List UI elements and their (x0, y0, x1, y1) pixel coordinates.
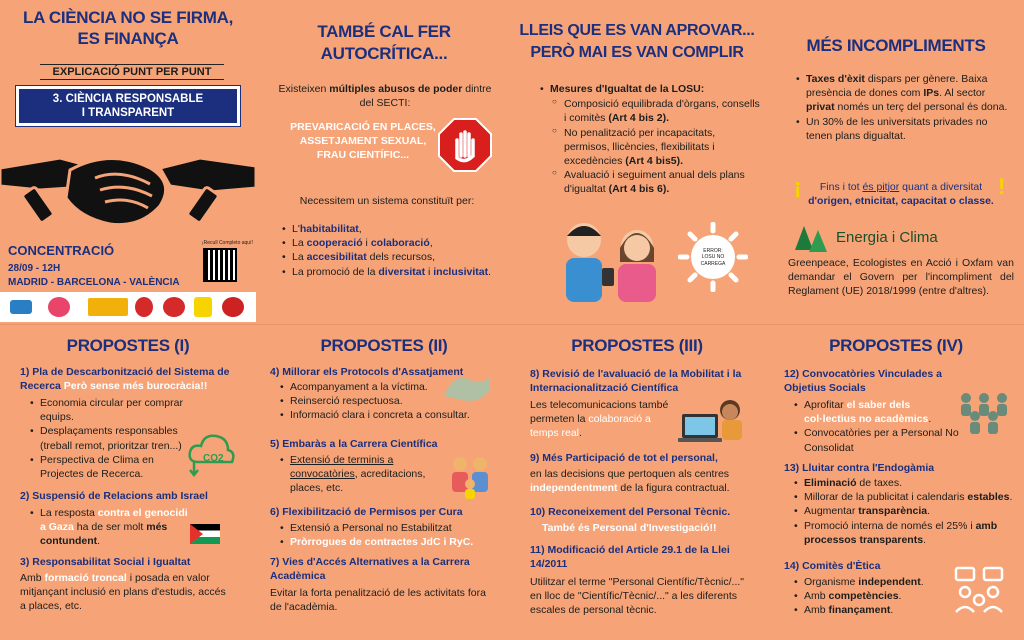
s8-text: Les telecomunicacions també permeten la colaboració a temps real. (530, 399, 669, 440)
stop-hand-icon (438, 118, 492, 172)
s12-item: • Convocatòries per a Personal No Consolidat (792, 426, 962, 454)
column-4-incompliments (768, 0, 1024, 322)
s14-list (792, 575, 962, 618)
s13-item: • Augmentar transparència. (792, 504, 1016, 518)
organizer-logos (0, 292, 256, 322)
propostes-2 (262, 326, 506, 640)
logo-3 (88, 298, 128, 316)
community-group-icon (956, 390, 1012, 434)
col4-title: MÉS INCOMPLIMENTS (806, 36, 986, 55)
s5-list (278, 453, 428, 496)
family-icon (446, 454, 494, 500)
s6-item: • Pròrrogues de contractes JdC i RyC. (278, 535, 504, 549)
s12-title: 12) Convocatòries Vinculades a Objetius Socials (784, 368, 942, 394)
abuse-list (288, 120, 438, 163)
s13-item: • Eliminació de taxes. (792, 476, 1016, 490)
event-date: 28/09 - 12H (8, 263, 61, 274)
s11-text: Utilitzar el terme "Personal Científic/Tècnic/..." en lloc de "Científic/Tècnic/..." a les diferents escales de personal tècnic. (530, 576, 745, 617)
main-title-line1: LA CIÈNCIA NO SE FIRMA, (22, 8, 233, 27)
confused-couple-illustration (552, 212, 672, 302)
event-title: CONCENTRACIÓ (8, 243, 115, 258)
s14-item: • Amb finançament. (792, 603, 962, 617)
logo-6 (194, 297, 212, 317)
s4-title: 4) Millorar els Protocols d'Assatjament (270, 366, 464, 378)
s1-title: 1) Pla de Descarbonització del Sistema de Recerca Però sense més burocràcia!! (20, 366, 230, 392)
s9-title: 9) Més Participació de tot el personal, (530, 452, 718, 464)
s2-list (28, 506, 188, 549)
col2-title-line2: AUTOCRÍTICA... (320, 44, 448, 63)
section-box-line1: 3. CIÈNCIA RESPONSABLE (52, 93, 204, 105)
s8-title: 8) Revisió de l'avaluació de la Mobilitat i la Internacionalització Científica (530, 368, 742, 394)
s3-text: Amb formació troncal i posada en valor mitjançant inclusió en plans d'estudis, accés a places, etc. (20, 572, 226, 613)
s4-item: • Acompanyament a la víctima. (278, 380, 488, 394)
s13-title: 13) Lluitar contra l'Endogàmia (784, 462, 935, 474)
warning-right-icon: ! (998, 174, 1006, 199)
s4-list (278, 380, 488, 423)
energy-text: Greenpeace, Ecologistes en Acció i Oxfam van demandar el Govern per l'incompliment del Reglament (UE) 2018/1999 (entre d'altres). (788, 257, 1014, 298)
column-1-header (0, 0, 256, 322)
propostes-2-title: PROPOSTES (II) (320, 336, 448, 355)
need-text: Necessitem un sistema constituït per: (299, 195, 475, 207)
abuse-line2: ASSETJAMENT SEXUAL, (299, 135, 427, 148)
section-box (16, 86, 240, 126)
s3-title: 3) Responsabilitat Social i Igualtat (20, 556, 191, 568)
s5-title: 5) Embaràs a la Carrera Científica (270, 438, 438, 450)
s13-item: • Millorar de la publicitat i calendaris estables. (792, 490, 1016, 504)
incompliment-item: • Taxes d'èxit dispars per gènere. Baixa presència de dones com IPs. Al sector privat només un terç del personal és dona. (794, 72, 1016, 115)
section-box-line2: I TRANSPARENT (81, 106, 175, 119)
column-2-autocritica (262, 0, 506, 322)
s9-text: en las decisions que pertoquen als centres independentment de la figura contractual. (530, 468, 730, 495)
warning-left-icon: ¡ (794, 174, 802, 199)
s6-item: • Extensió a Personal no Estabilitzat (278, 521, 504, 535)
abuse-line1: PREVARICACIÓ EN PLACES, (290, 121, 436, 133)
s12-item: • Aprofitar el saber dels col·lectius no acadèmics. (792, 398, 962, 426)
logo-1 (10, 300, 32, 314)
s1-item: • Economia circular per comprar equips. (28, 396, 188, 424)
co2-label: CO2 (203, 453, 224, 464)
s13-list (792, 476, 1016, 547)
s6-title: 6) Flexibilització de Permisos per Cura (270, 506, 463, 518)
incompliments-list (794, 72, 1016, 143)
need-item: • La cooperació i colaboració, (280, 236, 492, 250)
propostes-3-title: PROPOSTES (III) (571, 336, 703, 355)
abuse-line3: FRAU CIENTÍFIC... (316, 149, 410, 162)
logo-5 (163, 297, 185, 317)
propostes-3 (512, 326, 762, 640)
measures-list (538, 82, 760, 196)
section-divider (0, 324, 1024, 325)
col3-title-line1: LLEIS QUE ES VAN APROVAR... (519, 22, 755, 39)
s6-list (278, 521, 504, 549)
measure-item: ○ Avaluació i seguiment anual dels plans d'igualtat (Art 4 bis 6). (550, 168, 760, 196)
s2-item: • La resposta contra el genocidi a Gaza ha de ser molt més contundent. (28, 506, 188, 549)
propostes-1-title: PROPOSTES (I) (66, 336, 190, 355)
s4-item: • Reinserció respectuosa. (278, 394, 488, 408)
s5-item: • Extensió de terminis a convocatòries, acreditacions, places, etc. (278, 453, 428, 496)
video-call-icon (678, 396, 754, 446)
s13-item: • Promoció interna de només el 25% i amb processos transparents. (792, 519, 1016, 547)
intro-c: dintre del SECTI: (359, 83, 492, 110)
discussion-group-icon (954, 566, 1008, 616)
col2-title-line1: TAMBÉ CAL FER (317, 22, 451, 41)
intro-a: Existeixen (278, 83, 330, 95)
col3-title-line2: PERÒ MAI ES VAN COMPLIR (530, 44, 744, 61)
incompliment-item: • Un 30% de les universitats privades no tenen plans digualtat. (794, 115, 1016, 143)
error-label: ERROR: LOSU NO CARREGA (700, 248, 726, 267)
need-item: • La promoció de la diversitat i inclusivitat. (280, 265, 492, 279)
s1-item: • Perspectiva de Clima en Projectes de Recerca. (28, 453, 188, 481)
column-3-lleis (512, 0, 762, 322)
handshake-illustration (0, 128, 256, 238)
qr-code[interactable] (203, 248, 237, 282)
trees-icon (794, 224, 830, 254)
need-list (280, 222, 492, 279)
col2-intro (276, 82, 494, 110)
need-item: • La accesibilitat dels recursos, (280, 250, 492, 264)
s2-title: 2) Suspensió de Relacions amb Israel (20, 490, 208, 502)
energy-title: Energia i Clima (836, 229, 938, 246)
event-places: MADRID - BARCELONA - VALÈNCIA (8, 277, 180, 288)
palestine-flag-icon (190, 524, 220, 544)
s10-title: 10) Reconeixement del Personal Tècnic. (530, 506, 731, 518)
intro-b: múltiples abusos de poder (329, 83, 463, 95)
measure-item: ○ No penalització per incapacitats, permisos, llicències, flexibilitats i excedències (Art 4 bis5). (550, 126, 760, 169)
measure-item: ○ Composició equilibrada d'òrgans, consells i comitès (Art 4 bis 2). (550, 97, 760, 125)
s10-text: També és Personal d'Investigació!! (542, 522, 717, 534)
s4-item: • Informació clara i concreta a consultar. (278, 408, 488, 422)
propostes-1 (0, 326, 256, 640)
s7-title: 7) Vies d'Accés Alternatives a la Carrera Acadèmica (270, 556, 470, 582)
s14-item: • Amb competències. (792, 589, 962, 603)
diversity-warning: Fins i tot és pitjor quant a diversitat d'origen, etnicitat, capacitat o classe. (808, 181, 994, 208)
logo-2 (48, 297, 70, 317)
s14-title: 14) Comitès d'Ètica (784, 560, 881, 572)
subtitle: EXPLICACIÓ PUNT PER PUNT (40, 64, 224, 80)
propostes-4-title: PROPOSTES (IV) (829, 336, 963, 355)
logo-7 (222, 297, 244, 317)
main-title-line2: ES FINANÇA (77, 29, 179, 48)
s14-item: • Organisme independent. (792, 575, 962, 589)
s1-list (28, 396, 188, 481)
s11-title: 11) Modificació del Article 29.1 de la Llei 14/2011 (530, 544, 730, 570)
logo-4 (135, 297, 153, 317)
propostes-4 (768, 326, 1024, 640)
s1-item: • Desplaçaments responsables (treball remot, prioritzar tren...) (28, 424, 188, 452)
s12-list (792, 398, 962, 455)
need-item: • L'habitabilitat, (280, 222, 492, 236)
s7-text: Evitar la forta penalització de les activitats fora de l'acadèmia. (270, 587, 486, 614)
measures-title: • Mesures d'Igualtat de la LOSU: ○ Composició equilibrada d'òrgans, consells i comitès (Art 4 bis 2). ○ No penalització per incapacitats, permisos, llicències, flexibilitats i excedències (Art 4 bis5). ○ Avaluació i seguiment anual dels plans d'igualtat (Art 4 bis 6). (538, 82, 760, 196)
qr-caption: ¡Recull Completo aquí! (202, 240, 253, 246)
